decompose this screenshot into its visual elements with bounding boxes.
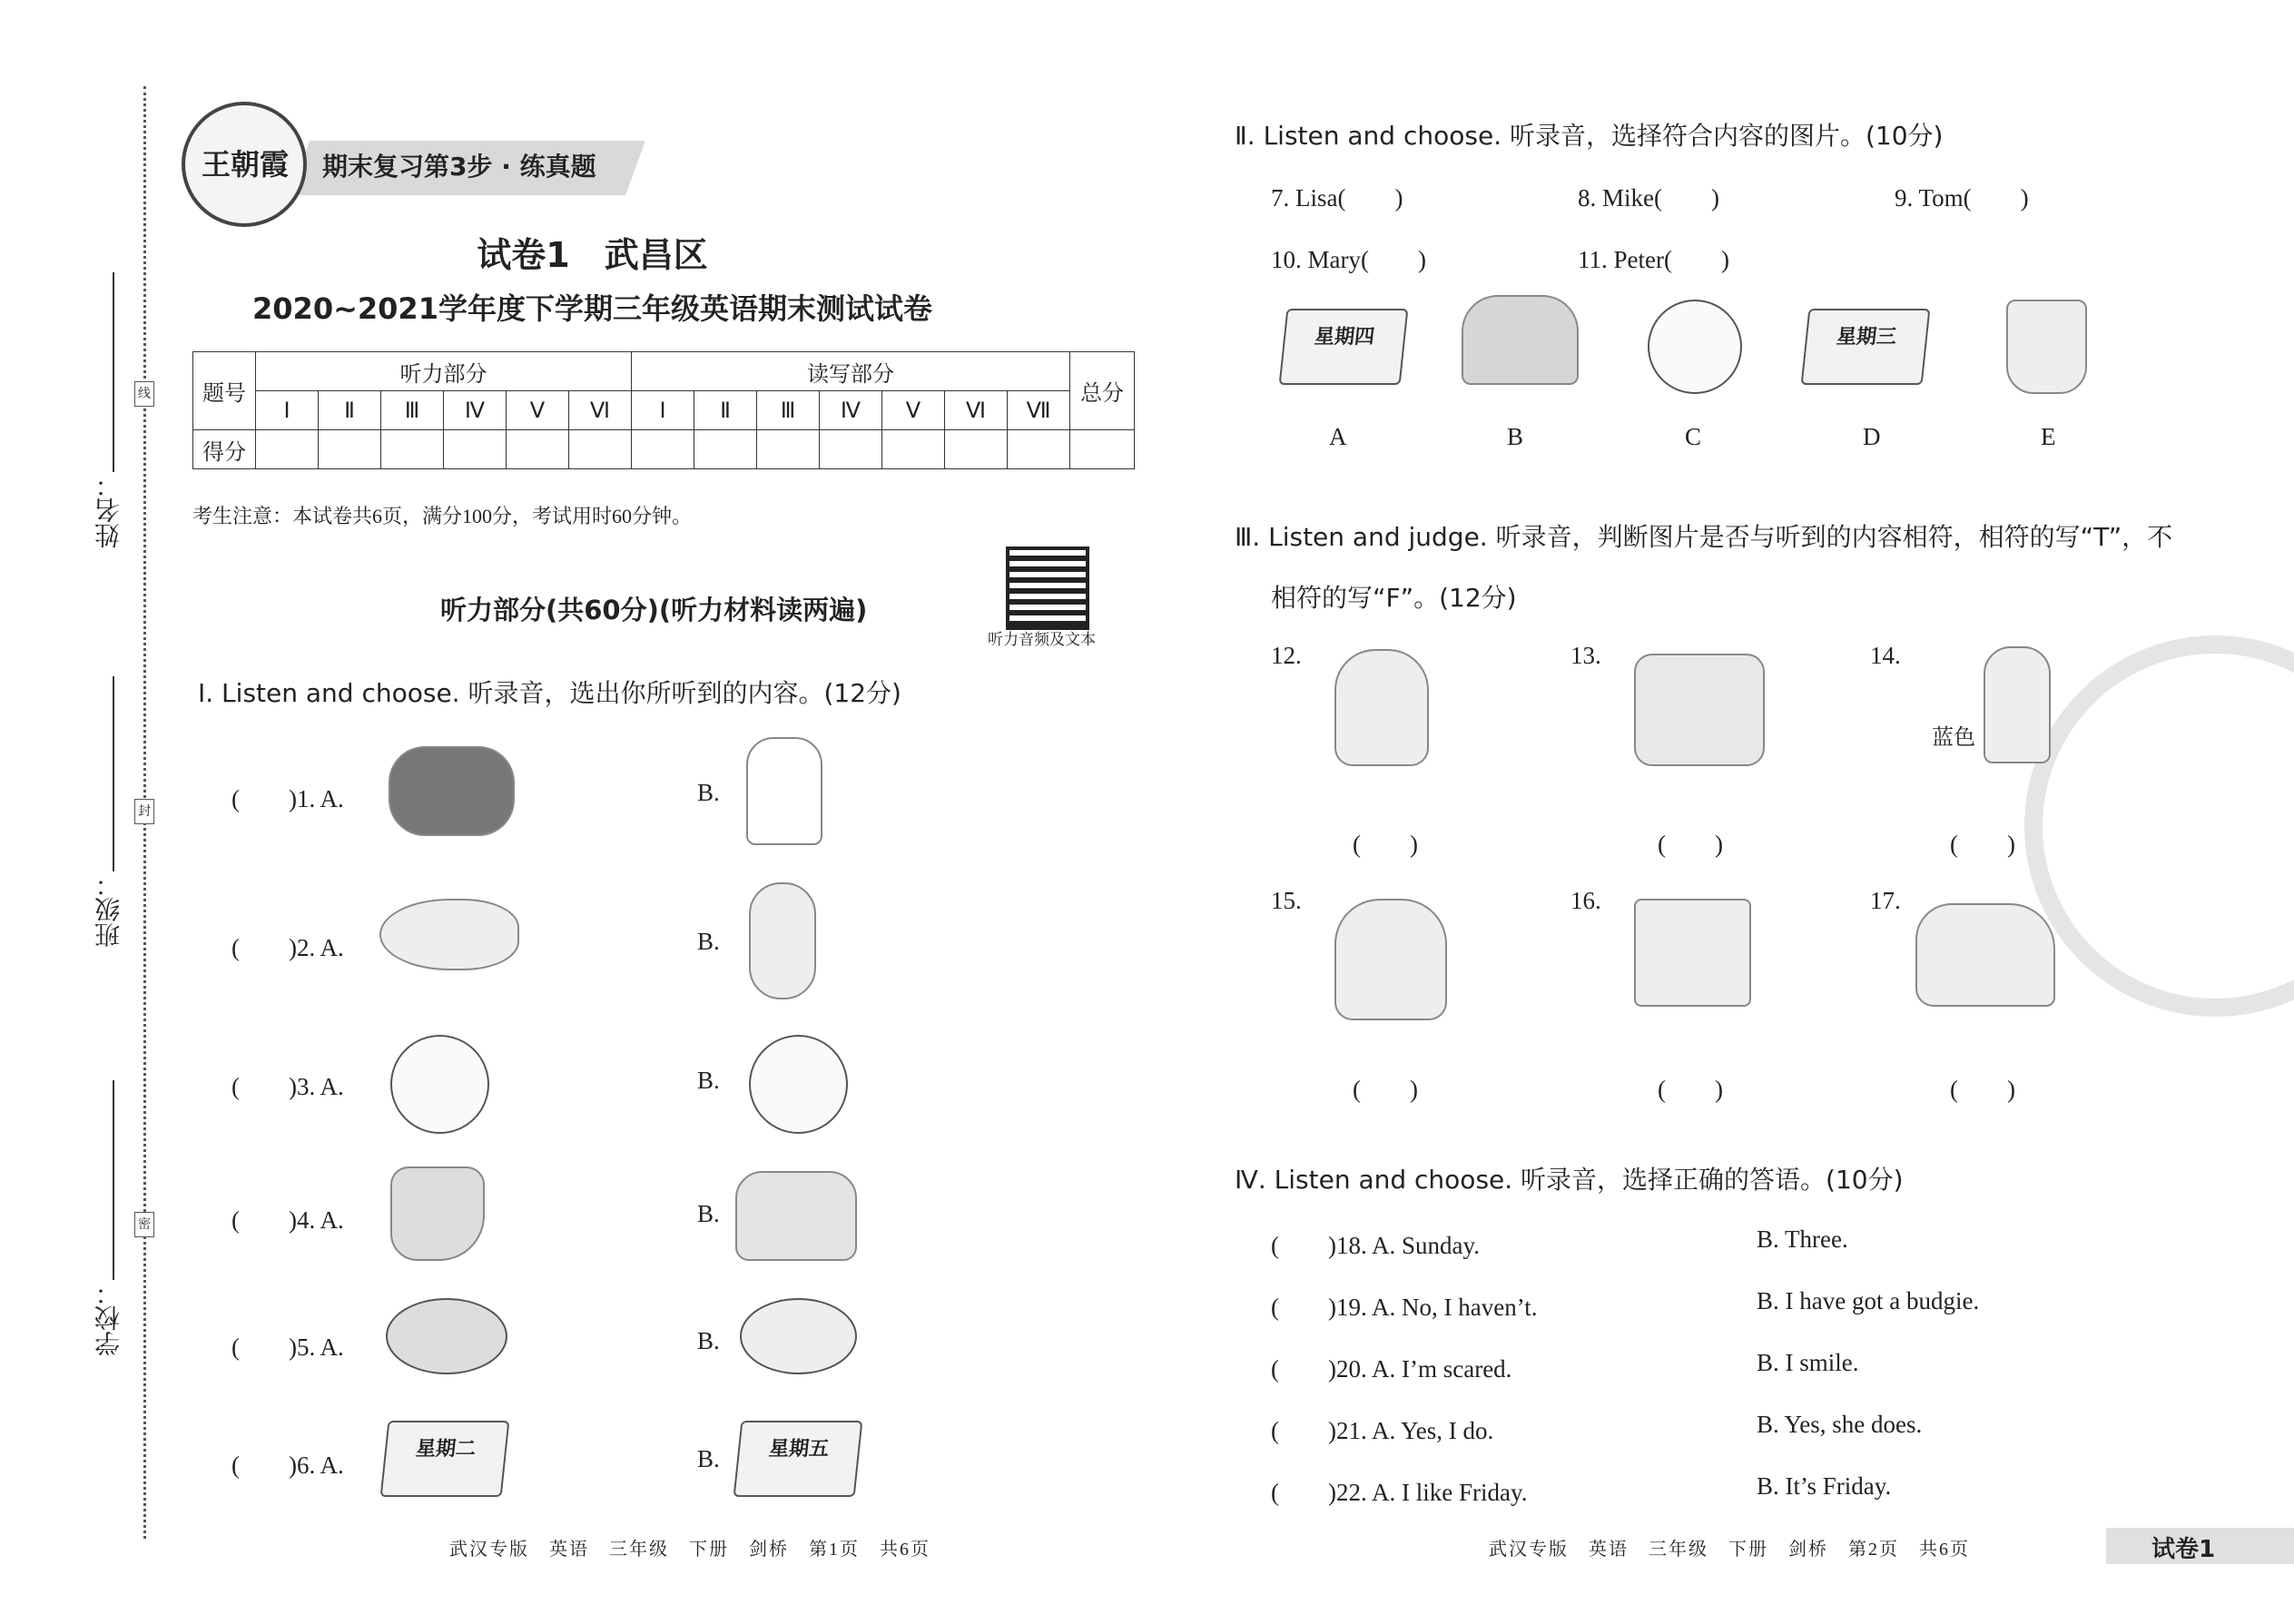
col-header: Ⅴ (507, 391, 569, 430)
q16-label: 16. (1570, 887, 1601, 914)
shoes-image (735, 1171, 857, 1261)
q18-b: B. Three. (1757, 1225, 1848, 1253)
q17-label: 17. (1870, 887, 1901, 914)
score-cell[interactable] (444, 430, 507, 469)
score-cell[interactable] (757, 430, 820, 469)
col-header: Ⅲ (757, 391, 820, 430)
q13-answer[interactable]: ( ) (1658, 831, 1723, 858)
score-cell[interactable] (569, 430, 632, 469)
q1-label: ( )1. A. (231, 785, 344, 812)
qr-code-icon[interactable] (1006, 546, 1089, 630)
q4-label: ( )4. A. (231, 1206, 344, 1234)
fish-image (379, 899, 519, 970)
q20-a: ( )20. A. I’m scared. (1271, 1355, 1512, 1383)
q1-b-label: B. (697, 779, 720, 806)
score-cell[interactable] (1008, 430, 1070, 469)
sleeping-tiger-image (1915, 903, 2055, 1007)
q12-label: 12. (1271, 642, 1302, 669)
exam-note: 考生注意：本试卷共6页，满分100分，考试用时60分钟。 (192, 505, 693, 527)
qr-caption: 听力音频及文本 (988, 631, 1096, 648)
q16-answer[interactable]: ( ) (1658, 1076, 1723, 1103)
tiger-jumping-image (1634, 654, 1765, 766)
skirt-image (1462, 295, 1579, 385)
score-table (192, 351, 1135, 469)
score-cell[interactable] (632, 430, 694, 469)
q8-label: 8. Mike( ) (1578, 184, 1719, 212)
q10-label: 10. Mary( ) (1271, 246, 1426, 273)
binding-tag-line: 线 (134, 381, 154, 407)
q22-b: B. It’s Friday. (1757, 1472, 1892, 1500)
score-cell[interactable] (256, 430, 319, 469)
col-header: Ⅵ (569, 391, 632, 430)
right-footer: 武汉专版 英语 三年级 下册 剑桥 第2页 共6页 (1489, 1540, 1970, 1560)
angry-face-image (390, 1035, 489, 1134)
left-footer: 武汉专版 英语 三年级 下册 剑桥 第1页 共6页 (449, 1540, 930, 1560)
score-cell[interactable] (507, 430, 569, 469)
section-3-heading-line1: Ⅲ. Listen and judge. 听录音，判断图片是否与听到的内容相符，相符的写“T”，不 (1235, 522, 2173, 552)
score-cell[interactable] (820, 430, 882, 469)
hair-image (389, 746, 515, 836)
hand-image (746, 737, 822, 845)
col-header: Ⅰ (632, 391, 694, 430)
brand-logo (182, 102, 307, 227)
total-score-cell[interactable] (1070, 430, 1135, 469)
q4-b-label: B. (697, 1200, 720, 1227)
section-1-heading: Ⅰ. Listen and choose. 听录音，选出你所听到的内容。(12分) (198, 678, 901, 708)
bread-milk-image (1634, 899, 1751, 1007)
popcorn-image (2006, 300, 2087, 394)
col-header: Ⅳ (820, 391, 882, 430)
listening-group-header: 听力部分 (256, 352, 632, 391)
total-header: 总分 (1070, 352, 1135, 430)
secret-watermark-icon (2024, 635, 2294, 1017)
smiling-face-image (1648, 300, 1742, 394)
binding-tag-seal: 封 (134, 799, 154, 824)
girl-dress-image (1984, 646, 2051, 763)
q14-answer[interactable]: ( ) (1950, 831, 2015, 858)
school-label: 学校： (94, 1280, 123, 1356)
score-cell[interactable] (945, 430, 1008, 469)
paper-title: 试卷1 武昌区 (477, 235, 708, 275)
q3-b-label: B. (697, 1067, 720, 1094)
score-cell[interactable] (694, 430, 757, 469)
hamster-image (749, 882, 816, 999)
q14-label: 14. (1870, 642, 1901, 669)
class-label: 班级： (94, 871, 123, 948)
paper-subtitle: 2020~2021学年度下学期三年级英语期末测试试卷 (252, 291, 932, 326)
school-field[interactable] (113, 1080, 114, 1280)
choice-d-label: D (1863, 423, 1881, 450)
q13-label: 13. (1570, 642, 1601, 669)
q21-a: ( )21. A. Yes, I do. (1271, 1417, 1494, 1444)
q19-b: B. I have got a budgie. (1757, 1287, 1980, 1314)
section-4-heading: Ⅳ. Listen and choose. 听录音，选择正确的答语。(10分) (1235, 1165, 1904, 1195)
listening-heading: 听力部分(共60分)(听力材料读两遍) (440, 595, 868, 625)
reading-writing-group-header: 读写部分 (632, 352, 1070, 391)
choice-e-label: E (2041, 423, 2056, 450)
q12-answer[interactable]: ( ) (1353, 831, 1418, 858)
q11-label: 11. Peter( ) (1578, 246, 1729, 273)
pizza-image (386, 1298, 507, 1374)
col-header: Ⅰ (256, 391, 319, 430)
q5-label: ( )5. A. (231, 1334, 344, 1361)
q22-a: ( )22. A. I like Friday. (1271, 1479, 1528, 1506)
calendar-friday-image: 星期五 (733, 1421, 863, 1497)
section-3-heading-line2: 相符的写“F”。(12分) (1271, 583, 1517, 613)
q19-a: ( )19. A. No, I haven’t. (1271, 1294, 1538, 1321)
q17-answer[interactable]: ( ) (1950, 1076, 2015, 1103)
elephant-image (1334, 899, 1447, 1020)
col-header: Ⅲ (381, 391, 444, 430)
choice-c-label: C (1685, 423, 1702, 450)
q18-a: ( )18. A. Sunday. (1271, 1232, 1480, 1259)
class-field[interactable] (113, 676, 114, 871)
name-label: 姓名： (94, 472, 123, 548)
col-header: Ⅳ (444, 391, 507, 430)
q20-b: B. I smile. (1757, 1349, 1859, 1376)
surprised-face-image (749, 1035, 848, 1134)
row-label-score: 得分 (193, 430, 256, 469)
col-header: Ⅵ (945, 391, 1008, 430)
q6-b-label: B. (697, 1445, 720, 1472)
q3-label: ( )3. A. (231, 1073, 344, 1100)
q2-b-label: B. (697, 928, 720, 955)
chicken-image (740, 1298, 857, 1374)
calendar-tuesday-image: 星期二 (380, 1421, 510, 1497)
q2-label: ( )2. A. (231, 934, 344, 961)
q15-answer[interactable]: ( ) (1353, 1076, 1418, 1103)
brand-logo-text: 王朝霞 (202, 147, 290, 182)
brand-banner-text: 期末复习第3步 · 练真题 (322, 152, 596, 182)
paper-badge: 试卷1 (2151, 1536, 2216, 1563)
calendar-wednesday-image: 星期三 (1801, 309, 1931, 385)
score-cell[interactable] (882, 430, 945, 469)
section-2-heading: Ⅱ. Listen and choose. 听录音，选择符合内容的图片。(10分) (1235, 121, 1944, 151)
blue-color-label: 蓝色 (1932, 726, 1975, 750)
col-header: Ⅶ (1008, 391, 1070, 430)
q21-b: B. Yes, she does. (1757, 1411, 1923, 1438)
score-cell[interactable] (381, 430, 444, 469)
choice-b-label: B (1507, 423, 1524, 450)
col-header: Ⅱ (319, 391, 381, 430)
girl-helmet-image (1334, 649, 1429, 766)
q7-label: 7. Lisa( ) (1271, 184, 1403, 212)
choice-a-label: A (1329, 423, 1347, 450)
q15-label: 15. (1271, 887, 1302, 914)
q9-label: 9. Tom( ) (1895, 184, 2029, 212)
score-cell[interactable] (319, 430, 381, 469)
col-header: Ⅱ (694, 391, 757, 430)
calendar-thursday-image: 星期四 (1279, 309, 1409, 385)
binding-tag-secret: 密 (134, 1212, 154, 1237)
row-label-number: 题号 (193, 352, 256, 430)
col-header: Ⅴ (882, 391, 945, 430)
q5-b-label: B. (697, 1327, 720, 1354)
q6-label: ( )6. A. (231, 1452, 344, 1479)
socks-image (390, 1166, 485, 1261)
